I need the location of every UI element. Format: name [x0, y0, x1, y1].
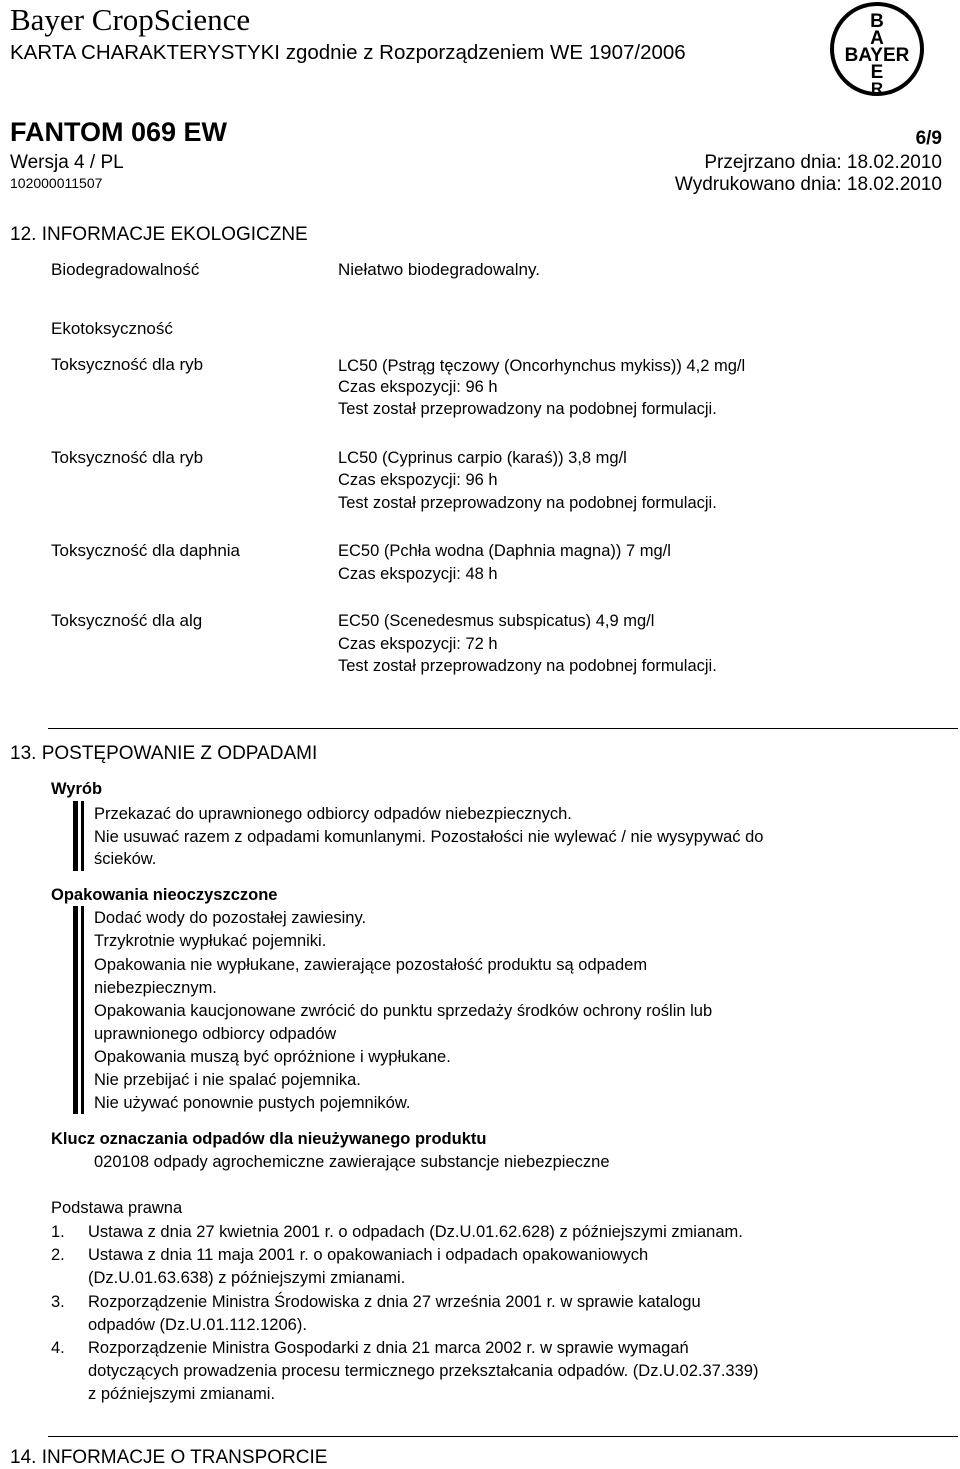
svg-text:BAYER: BAYER — [844, 45, 910, 66]
biodegradation-label: Biodegradowalność — [51, 260, 200, 279]
product-disposal-heading: Wyrób — [51, 780, 103, 798]
tox-fish-2-line: Test został przeprowadzony na podobnej formulacji. — [338, 494, 717, 512]
legal-item-line: Rozporządzenie Ministra Środowiska z dnia 27 września 2001 r. w sprawie katalogu — [88, 1293, 701, 1311]
section-12-title: 12. INFORMACJE EKOLOGICZNE — [10, 224, 308, 245]
product-name: FANTOM 069 EW — [10, 117, 228, 147]
tox-fish-1-line: Test został przeprowadzony na podobnej formulacji. — [338, 400, 717, 418]
tox-fish-1-line: Czas ekspozycji: 96 h — [338, 378, 498, 396]
change-marker-bar — [73, 906, 78, 1114]
packaging-line: Dodać wody do pozostałej zawiesiny. — [94, 909, 367, 927]
company-name: Bayer CropScience — [10, 2, 251, 37]
change-marker-bar — [81, 906, 84, 1114]
svg-text:R: R — [870, 79, 884, 97]
legal-item-line: z późniejszymi zmianami. — [88, 1385, 276, 1403]
tox-daphnia-line: EC50 (Pchła wodna (Daphnia magna)) 7 mg/l — [338, 542, 671, 560]
legal-item-line: odpadów (Dz.U.01.112.1206). — [88, 1316, 307, 1334]
tox-algae-line: Test został przeprowadzony na podobnej formulacji. — [338, 657, 717, 675]
packaging-line: Nie przebijać i nie spalać pojemnika. — [94, 1071, 361, 1089]
printed-date: Wydrukowano dnia: 18.02.2010 — [674, 174, 942, 195]
tox-label-algae: Toksyczność dla alg — [51, 611, 203, 630]
page-number: 6/9 — [915, 128, 942, 149]
waste-code-value: 020108 odpady agrochemiczne zawierające substancje niebezpieczne — [94, 1153, 610, 1171]
reviewed-date: Przejrzano dnia: 18.02.2010 — [704, 152, 942, 173]
packaging-line: Nie używać ponownie pustych pojemników. — [94, 1094, 411, 1112]
version: Wersja 4 / PL — [10, 152, 124, 173]
section-13-title: 13. POSTĘPOWANIE Z ODPADAMI — [10, 743, 318, 764]
document-title: KARTA CHARAKTERYSTYKI zgodnie z Rozporządzeniem WE 1907/2006 — [10, 41, 686, 64]
tox-label-fish-2: Toksyczność dla ryb — [51, 448, 204, 467]
section-divider — [48, 728, 958, 729]
waste-code-heading: Klucz oznaczania odpadów dla nieużywanego produktu — [51, 1130, 487, 1148]
biodegradation-value: Niełatwo biodegradowalny. — [338, 260, 540, 279]
legal-item-number: 2. — [51, 1246, 65, 1264]
legal-item-line: dotyczących prowadzenia procesu termicznego przekształcania odpadów. (Dz.U.02.37.339) — [88, 1362, 759, 1380]
legal-basis-heading: Podstawa prawna — [51, 1199, 183, 1217]
change-marker-bar — [73, 801, 78, 871]
svg-text:E: E — [870, 62, 884, 83]
product-disposal-line: Przekazać do uprawnionego odbiorcy odpadów niebezpiecznych. — [94, 805, 572, 823]
tox-algae-line: EC50 (Scenedesmus subspicatus) 4,9 mg/l — [338, 612, 655, 630]
legal-item-number: 1. — [51, 1223, 65, 1241]
legal-item-number: 4. — [51, 1339, 65, 1357]
packaging-line: Trzykrotnie wypłukać pojemniki. — [94, 932, 327, 950]
tox-fish-1-line: LC50 (Pstrąg tęczowy (Oncorhynchus mykiss)) 4,2 mg/l — [338, 357, 746, 375]
change-marker-bar — [81, 801, 84, 871]
ecotoxicity-heading: Ekotoksyczność — [51, 319, 173, 338]
tox-label-daphnia: Toksyczność dla daphnia — [51, 541, 241, 560]
svg-text:A: A — [870, 28, 884, 49]
packaging-line: niebezpiecznym. — [94, 979, 217, 997]
tox-fish-2-line: LC50 (Cyprinus carpio (karaś)) 3,8 mg/l — [338, 449, 627, 467]
legal-item-line: Rozporządzenie Ministra Gospodarki z dnia 21 marca 2002 r. w sprawie wymagań — [88, 1339, 689, 1357]
product-code: 102000011507 — [10, 175, 103, 191]
tox-daphnia-line: Czas ekspozycji: 48 h — [338, 565, 498, 583]
legal-item-line: Ustawa z dnia 11 maja 2001 r. o opakowaniach i odpadach opakowaniowych — [88, 1246, 649, 1264]
packaging-line: uprawnionego odbiorcy odpadów — [94, 1025, 337, 1043]
packaging-line: Opakowania kaucjonowane zwrócić do punktu sprzedaży środków ochrony roślin lub — [94, 1002, 713, 1020]
packaging-line: Opakowania nie wypłukane, zawierające pozostałość produktu są odpadem — [94, 956, 648, 974]
packaging-heading: Opakowania nieoczyszczone — [51, 886, 278, 904]
section-divider — [48, 1436, 958, 1437]
legal-item-line: Ustawa z dnia 27 kwietnia 2001 r. o odpadach (Dz.U.01.62.628) z późniejszymi zmianam. — [88, 1223, 743, 1241]
legal-item-number: 3. — [51, 1293, 65, 1311]
svg-text:B: B — [870, 11, 884, 32]
tox-fish-2-line: Czas ekspozycji: 96 h — [338, 471, 498, 489]
section-14-title: 14. INFORMACJE O TRANSPORCIE — [10, 1447, 328, 1468]
product-disposal-line: Nie usuwać razem z odpadami komunlanymi. Pozostałości nie wylewać / nie wysypywać do — [94, 828, 764, 846]
legal-item-line: (Dz.U.01.63.638) z późniejszymi zmianami. — [88, 1269, 406, 1287]
tox-algae-line: Czas ekspozycji: 72 h — [338, 635, 498, 653]
bayer-logo — [829, 1, 925, 97]
packaging-line: Opakowania muszą być opróżnione i wypłukane. — [94, 1048, 451, 1066]
tox-label-fish-1: Toksyczność dla ryb — [51, 355, 204, 374]
product-disposal-line: ścieków. — [94, 850, 157, 868]
